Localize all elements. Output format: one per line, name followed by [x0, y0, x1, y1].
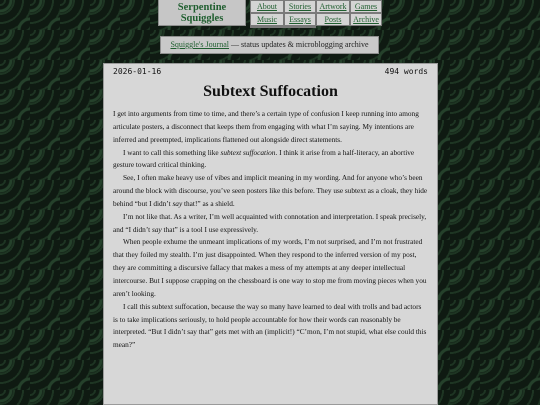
post-paragraph-3-text-a: See, I often make heavy use of vibes and implicit meaning in my wording. And for anyone who’s been around the block with discourse, you’ve seen posters like this before. They use subtext as a cloak, they hide behind “but I didn’t [113, 173, 428, 208]
post-paragraph-4-emphasis: say [151, 224, 162, 234]
post-paragraph-2 [113, 147, 428, 173]
post-paragraph-4-text-a: I’m not like that. As a writer, I’m well acquainted with connotation and interpretation. I speak precisely, and “I didn’t [113, 211, 427, 234]
journal-description: — status updates & microblogging archive [229, 40, 369, 49]
post-card [103, 63, 438, 405]
post-paragraph-3-text-b: that!” as a shield. [182, 198, 235, 208]
nav-games[interactable]: Games [350, 0, 382, 13]
post-paragraph-2-emphasis: subtext suffocation [220, 147, 276, 157]
nav-stories[interactable]: Stories [284, 0, 316, 13]
nav-music[interactable]: Music [250, 13, 284, 26]
nav-contact[interactable] [250, 26, 284, 28]
post-title: Subtext Suffocation [203, 83, 338, 100]
post-word-count: 494 words [384, 67, 428, 76]
post-paragraph-1: I get into arguments from time to time, and there’s a certain type of confusion I keep running into among articulate posters, a disconnect that keeps them from engaging with what I’m saying. My intentions are inferred and preempted, implications flattened out alongside direct statements. [113, 109, 419, 144]
post-paragraph-5: When people exhume the unmeant implications of my words, I’m not surprised, and I’m not frustrated that they foiled my stealth. I’m just disappointed. When they respond to the inferred version of my post, they are committing a discursive fallacy that makes a mess of my attempts at any deeper intellectual intercourse. But I suppose crapping on the chessboard is one way to stop me from moving pieces when you aren’t looking. [113, 237, 427, 298]
nav-essays[interactable]: Essays [284, 13, 316, 26]
post-paragraph-3-emphasis: say [172, 198, 183, 208]
nav-archive[interactable]: Archive [350, 13, 382, 26]
post-body [113, 108, 428, 352]
logo-line-1: Serpentine [177, 2, 227, 13]
nav-artwork[interactable]: Artwork [316, 0, 350, 13]
post-paragraph-2-text-b: . I think it arise from a half-literacy, an abortive gesture toward critical thinking. [113, 147, 415, 170]
main-nav [250, 0, 382, 26]
post-paragraph-4 [113, 211, 428, 237]
post-paragraph-4-text-b: that” is a tool I use expressively. [161, 224, 259, 234]
journal-link[interactable]: Squiggle's Journal [170, 40, 230, 49]
post-paragraph-6: I call this subtext suffocation, because the way so many have learned to deal with trolls and bad actors is to take implications seriously, to hold people accountable for how their words can reasonably be interpreted. “But I didn’t say that” gets met with an (implicit!) “C’mon, I’m not stupid, what else could this mean?” [113, 301, 427, 350]
logo-line-2: Squiggles [180, 13, 224, 24]
post-paragraph-3 [113, 172, 428, 211]
site-logo[interactable] [158, 0, 246, 26]
nav-about[interactable]: About [250, 0, 284, 13]
post-date: 2026-01-16 [113, 67, 162, 76]
post-paragraph-2-text-a: I want to call this something like [123, 147, 221, 157]
nav-support[interactable] [284, 26, 316, 28]
journal-header [160, 36, 379, 54]
post-meta [113, 67, 428, 79]
nav-posts[interactable]: Posts [316, 13, 350, 26]
